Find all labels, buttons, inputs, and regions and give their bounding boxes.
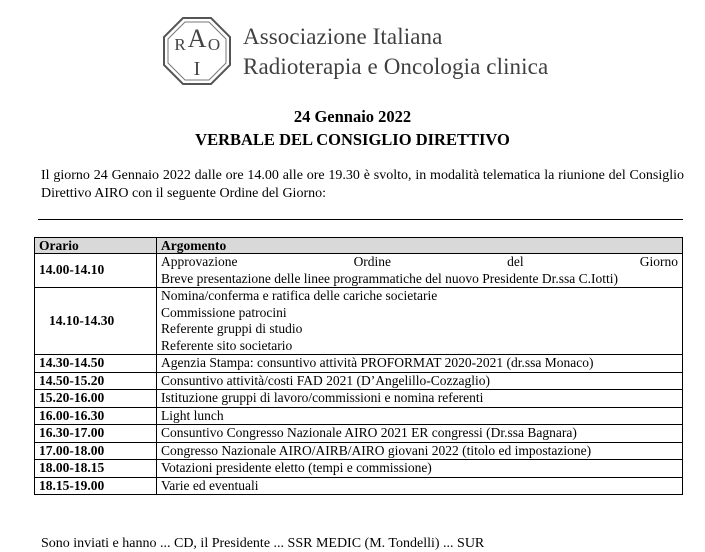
row-time: 15.20-16.00 [35, 390, 157, 408]
topic-line: Nomina/conferma e ratifica delle cariche societarie [161, 288, 438, 303]
row-topic: Consuntivo Congresso Nazionale AIRO 2021 ER congressi (Dr.ssa Bagnara) [157, 425, 683, 443]
row-topic: Varie ed eventuali [157, 477, 683, 495]
topic-line: Commissione patrocini [161, 304, 287, 320]
row-topic: Light lunch [157, 407, 683, 425]
table-row [35, 407, 683, 425]
row-topic [157, 254, 683, 288]
agenda-table [34, 237, 683, 495]
topic-line: Referente sito societario [161, 337, 293, 353]
intro-paragraph: Il giorno 24 Gennaio 2022 dalle ore 14.00 alle ore 19.30 è svolto, in modalità telematica la riunione del Consiglio Direttivo AIRO con il seguente Ordine del Giorno: [41, 168, 684, 201]
row-time: 16.30-17.00 [35, 425, 157, 443]
svg-text:R: R [174, 35, 186, 54]
row-time: 14.50-15.20 [35, 372, 157, 390]
org-name-line1: Associazione Italiana [243, 24, 443, 49]
table-row [35, 390, 683, 408]
row-time: 14.00-14.10 [35, 254, 157, 288]
row-topic: Votazioni presidente eletto (tempi e commissione) [157, 460, 683, 478]
table-row [35, 477, 683, 495]
row-time: 16.00-16.30 [35, 407, 157, 425]
document-date: 24 Gennaio 2022 [293, 107, 412, 126]
row-topic: Congresso Nazionale AIRO/AIRB/AIRO giovani 2022 (titolo ed impostazione) [157, 442, 683, 460]
table-row [35, 254, 683, 288]
divider [38, 219, 683, 220]
table-row [35, 442, 683, 460]
row-time: 14.30-14.50 [35, 355, 157, 373]
table-row [35, 425, 683, 443]
header-topic: Argomento [157, 238, 683, 254]
topic-line-justified: Approvazione Ordine del Giorno [161, 254, 678, 269]
row-topic: Consuntivo attività/costi FAD 2021 (D’Angelillo-Cozzaglio) [157, 372, 683, 390]
svg-text:I: I [193, 58, 201, 80]
row-time: 18.15-19.00 [35, 477, 157, 495]
svg-text:A: A [187, 24, 207, 53]
row-topic: Istituzione gruppi di lavoro/commissioni e nomina referenti [157, 390, 683, 408]
airo-logo [163, 17, 231, 85]
row-topic: Agenzia Stampa: consuntivo attività PROFORMAT 2020-2021 (dr.ssa Monaco) [157, 355, 683, 373]
footer-text-cut: Sono inviati e hanno ... CD, il Presidente ... SSR MEDIC (M. Tondelli) ... SUR [41, 536, 485, 551]
table-row [35, 372, 683, 390]
svg-text:O: O [207, 35, 221, 54]
table-row [35, 355, 683, 373]
table-row [35, 288, 683, 355]
topic-line: Referente gruppi di studio [161, 321, 303, 336]
table-row [35, 460, 683, 478]
row-time: 14.10-14.30 [35, 288, 157, 355]
org-name-line2: Radioterapia e Oncologia clinica [243, 54, 549, 79]
row-topic [157, 288, 683, 355]
row-time: 17.00-18.00 [35, 442, 157, 460]
header-time: Orario [35, 238, 157, 254]
document-title: VERBALE DEL CONSIGLIO DIRETTIVO [195, 130, 510, 149]
row-time: 18.00-18.15 [35, 460, 157, 478]
topic-line: Breve presentazione delle linee programmatiche del nuovo Presidente Dr.ssa C.Iotti) [161, 270, 618, 286]
table-header-row [35, 238, 683, 254]
